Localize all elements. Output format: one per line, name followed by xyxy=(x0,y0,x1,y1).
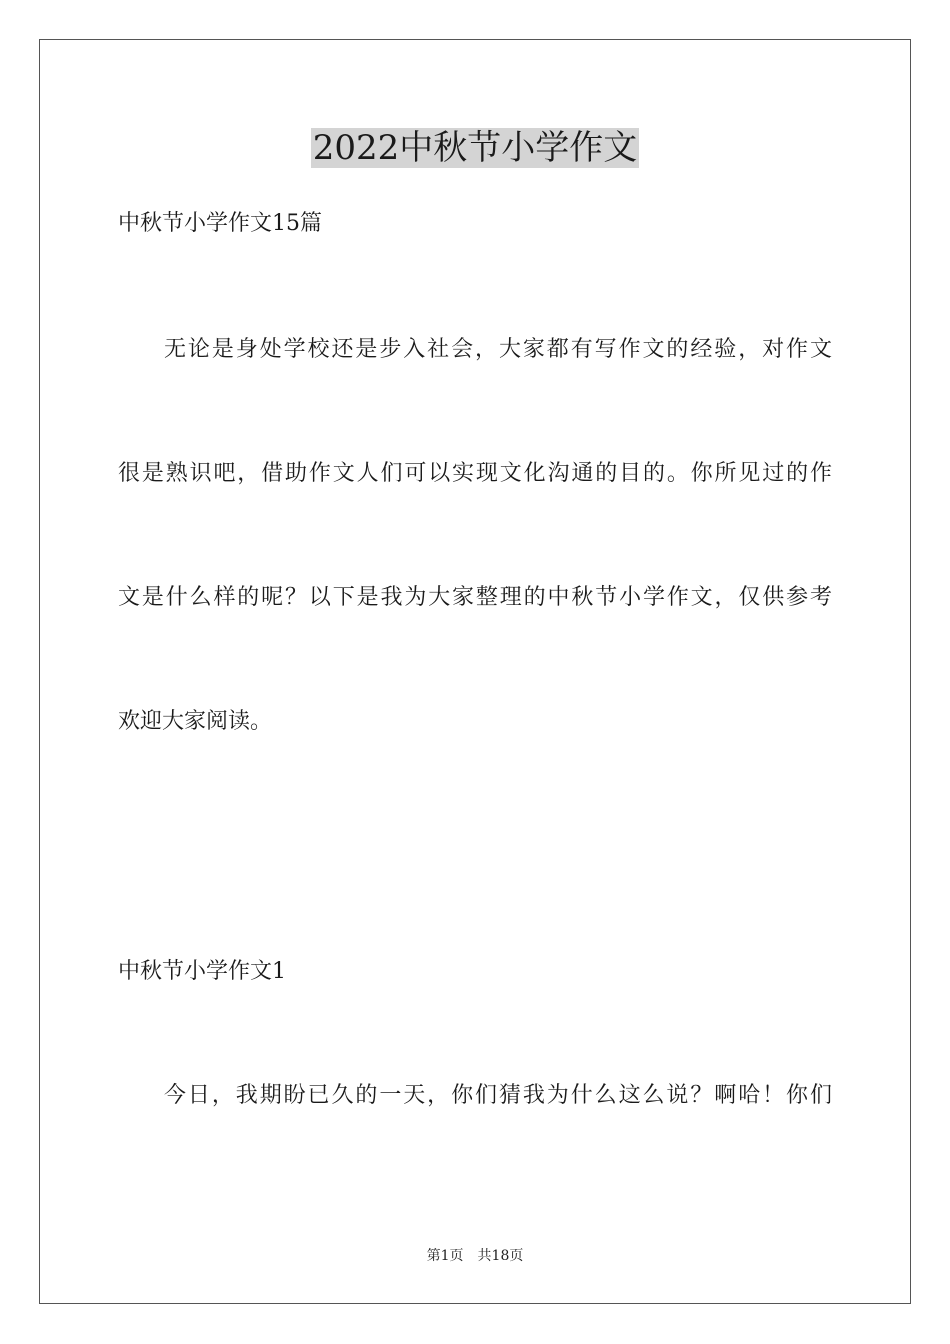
section-heading: 中秋节小学作文1 xyxy=(118,959,286,984)
intro-paragraph-line-1: 无论是身处学校还是步入社会，大家都有写作文的经验，对作文 xyxy=(164,337,832,362)
intro-paragraph-line-3: 文是什么样的呢？以下是我为大家整理的中秋节小学作文，仅供参考 xyxy=(118,585,832,610)
section-paragraph-line-1: 今日，我期盼已久的一天，你们猜我为什么这么说？啊哈！你们 xyxy=(164,1083,832,1108)
document-title-text: 2022中秋节小学作文 xyxy=(312,128,638,168)
page-footer xyxy=(0,1247,950,1265)
page-total: 共18页 xyxy=(477,1248,524,1264)
page-number: 第1页 xyxy=(426,1248,464,1264)
document-subtitle: 中秋节小学作文15篇 xyxy=(118,211,322,236)
document-title xyxy=(0,128,950,168)
intro-paragraph-line-4: 欢迎大家阅读。 xyxy=(118,709,273,734)
intro-paragraph-line-2: 很是熟识吧，借助作文人们可以实现文化沟通的目的。你所见过的作 xyxy=(118,461,832,486)
